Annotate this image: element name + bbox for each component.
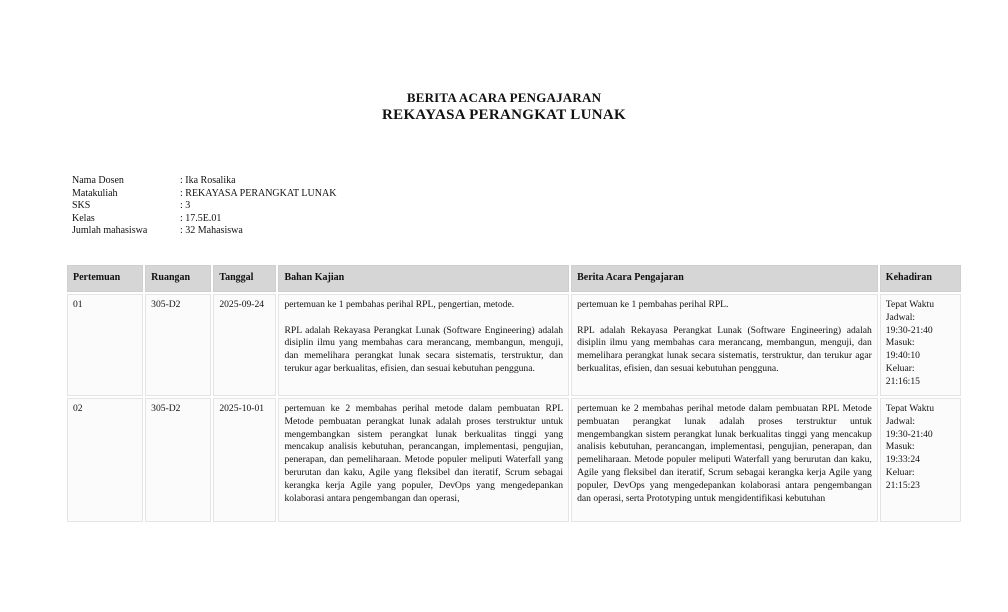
masuk-label: Masuk:	[885, 337, 915, 349]
info-label: Nama Dosen	[72, 175, 124, 186]
info-label: Kelas	[72, 212, 95, 224]
title-block	[0, 90, 1008, 124]
cell-pertemuan	[67, 398, 143, 522]
keluar-value: 21:15:23	[885, 479, 920, 491]
bahan-paragraph: pertemuan ke 1 pembahas perihal RPL, pengertian, metode.	[284, 299, 515, 310]
cell-tanggal	[213, 398, 276, 522]
jadwal-label: Jadwal:	[885, 415, 916, 427]
cell-pertemuan	[67, 294, 143, 396]
masuk-label: Masuk:	[885, 441, 915, 453]
table-row	[67, 294, 961, 396]
info-label: SKS	[72, 200, 91, 212]
info-row-matakuliah	[72, 188, 336, 201]
info-label: Matakuliah	[72, 187, 118, 199]
table-row	[67, 398, 961, 522]
keluar-label: Keluar:	[885, 362, 915, 374]
masuk-value: 19:40:10	[885, 350, 920, 362]
header-tanggal: Tanggal	[213, 265, 276, 292]
bahan-paragraph: RPL adalah Rekayasa Perangkat Lunak (Software Engineering) adalah disiplin ilmu yang membahas cara merancang, membangun, menguji, dan memelihara perangkat lunak secara sistematis, terstruktur, dan terukur agar berkualitas, efisien, dan sesuai kebutuhan pengguna.	[284, 324, 564, 374]
header-berita-acara: Berita Acara Pengajaran	[571, 265, 878, 292]
berita-paragraph: pertemuan ke 2 membahas perihal metode dalam pembuatan RPL Metode pembuatan perangkat lunak adalah proses terstruktur untuk mengembangkan sistem perangkat lunak berkualitas tinggi yang mencakup analisis kebutuhan, perancangan, implementasi, pengujian, penerapan, dan pemeliharaan. Metode populer meliputi Waterfall yang berurutan dan kaku, Agile yang fleksibel dan iteratif, Scrum sebagai kerangka kerja Agile yang populer, DevOps yang mengedepankan kolaborasi antara pengembangan dan operasi, serta Prototyping untuk mengidentifikasi kebutuhan	[577, 403, 872, 504]
pertemuan-value: 02	[73, 403, 83, 414]
attendance-table	[65, 263, 963, 524]
status-text: Tepat Waktu	[885, 299, 934, 310]
keluar-label: Keluar:	[885, 466, 915, 478]
cell-bahan-kajian	[278, 398, 569, 522]
header-kehadiran: Kehadiran	[880, 265, 961, 292]
info-value: : 17.5E.01	[180, 212, 222, 224]
info-value: : Ika Rosalika	[180, 175, 236, 186]
pertemuan-value: 01	[73, 299, 83, 310]
cell-tanggal	[213, 294, 276, 396]
ruangan-value: 305-D2	[151, 403, 181, 414]
jadwal-value: 19:30-21:40	[885, 324, 933, 336]
masuk-value: 19:33:24	[885, 454, 920, 466]
status-text: Tepat Waktu	[885, 403, 934, 414]
info-row-kelas	[72, 213, 336, 226]
ruangan-value: 305-D2	[151, 299, 181, 310]
cell-ruangan	[145, 294, 211, 396]
info-row-jumlah	[72, 225, 336, 238]
info-value: : REKAYASA PERANGKAT LUNAK	[180, 187, 337, 199]
course-title: REKAYASA PERANGKAT LUNAK	[382, 107, 626, 123]
info-block	[72, 175, 336, 238]
cell-bahan-kajian	[278, 294, 569, 396]
info-label: Jumlah mahasiswa	[72, 225, 148, 237]
header-ruangan: Ruangan	[145, 265, 211, 292]
bahan-paragraph: pertemuan ke 2 membahas perihal metode dalam pembuatan RPL Metode pembuatan perangkat lunak adalah proses terstruktur untuk mengembangkan sistem perangkat lunak berkualitas tinggi yang mencakup analisis kebutuhan, perancangan, implementasi, pengujian, penerapan, dan pemeliharaan. Metode populer meliputi Waterfall yang berurutan dan kaku, Agile yang fleksibel dan iteratif, Scrum sebagai kerangka kerja Agile yang populer, DevOps yang mengedepankan kolaborasi antara pengembangan dan operasi,	[284, 403, 564, 504]
table-header-row	[67, 265, 961, 292]
info-value: : 32 Mahasiswa	[180, 225, 243, 237]
jadwal-value: 19:30-21:40	[885, 428, 933, 440]
tanggal-value: 2025-10-01	[219, 403, 265, 414]
document-title: BERITA ACARA PENGAJARAN	[406, 90, 602, 105]
info-value: : 3	[180, 200, 191, 212]
header-bahan-kajian: Bahan Kajian	[278, 265, 569, 292]
cell-berita-acara	[571, 398, 878, 522]
berita-paragraph: RPL adalah Rekayasa Perangkat Lunak (Software Engineering) adalah disiplin ilmu yang membahas cara merancang, membangun, menguji, dan memelihara perangkat lunak secara sistematis, terstruktur, dan terukur agar berkualitas, efisien, dan sesuai kebutuhan pengguna.	[577, 324, 872, 374]
tanggal-value: 2025-09-24	[219, 299, 265, 310]
info-row-sks	[72, 200, 336, 213]
berita-paragraph: pertemuan ke 1 pembahas perihal RPL.	[577, 299, 729, 310]
info-row-dosen	[72, 175, 336, 188]
jadwal-label: Jadwal:	[885, 311, 916, 323]
cell-ruangan	[145, 398, 211, 522]
keluar-value: 21:16:15	[885, 375, 920, 387]
cell-kehadiran	[880, 294, 961, 396]
cell-kehadiran	[880, 398, 961, 522]
cell-berita-acara	[571, 294, 878, 396]
header-pertemuan: Pertemuan	[67, 265, 143, 292]
